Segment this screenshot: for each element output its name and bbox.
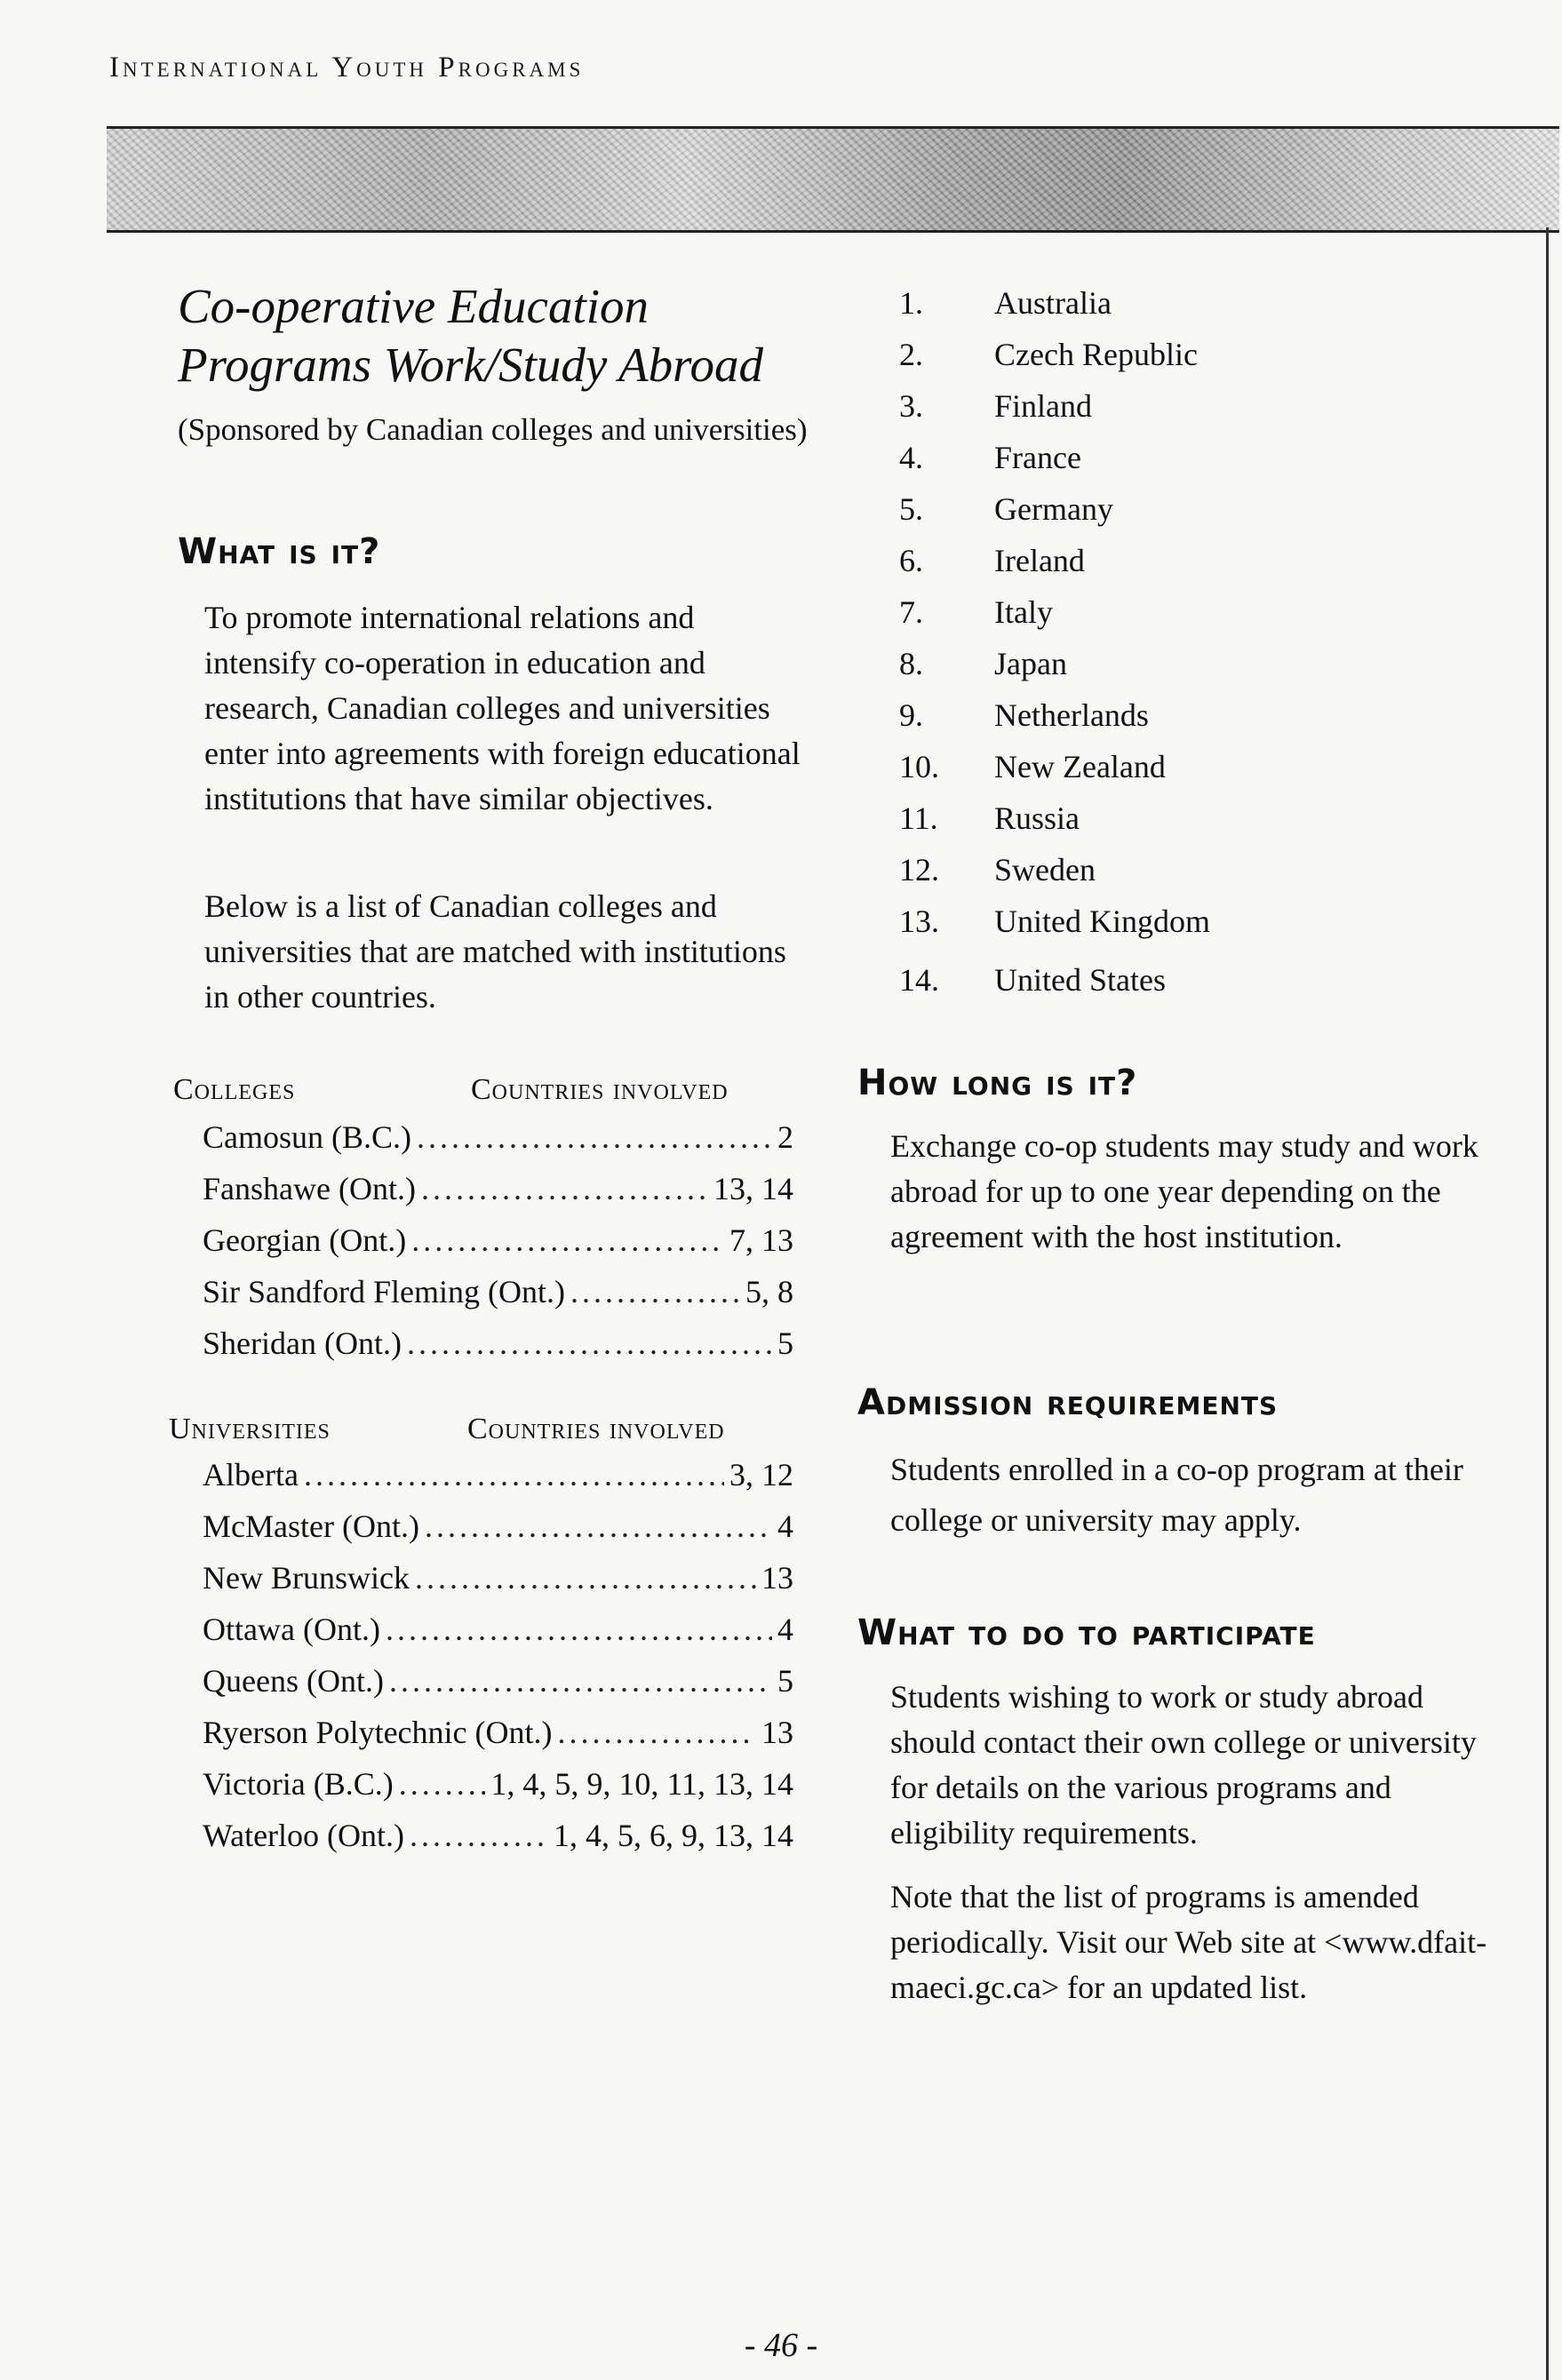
universities-countries: 13: [761, 1560, 793, 1596]
country-name: France: [994, 440, 1081, 475]
universities-row: [203, 1500, 793, 1553]
country-item: [899, 432, 1081, 483]
country-number: 3.: [899, 388, 923, 424]
leader-dots: [386, 1603, 772, 1656]
leader-dots: [570, 1265, 740, 1318]
country-item: [899, 277, 1112, 329]
country-item: [899, 586, 1053, 638]
colleges-row: [203, 1317, 793, 1370]
country-name: Germany: [994, 491, 1113, 527]
what-is-it-paragraph-2: Below is a list of Canadian colleges and universities that are matched with institutions in other countries.: [204, 888, 786, 1015]
admission-heading: Admission requirements: [857, 1382, 1279, 1423]
country-number: 5.: [899, 491, 923, 527]
country-name: Ireland: [994, 543, 1085, 578]
country-item: [899, 895, 1210, 947]
colleges-name: Sir Sandford Fleming (Ont.): [203, 1274, 565, 1309]
country-number: 10.: [899, 749, 939, 784]
universities-row: [203, 1448, 793, 1501]
how-long-text: Exchange co-op students may study and work abroad for up to one year depending on the agreement with the host institution.: [890, 1128, 1478, 1254]
colleges-countries-header: Countries involved: [471, 1073, 729, 1106]
country-number: 1.: [899, 285, 923, 321]
universities-row: [203, 1809, 793, 1862]
country-name: Italy: [994, 594, 1053, 630]
page-title: Co-operative Education Programs Work/Study Abroad: [178, 279, 764, 392]
leader-dots: [399, 1757, 486, 1811]
universities-row: [203, 1757, 793, 1811]
leader-dots: [411, 1214, 724, 1267]
header-banner-image: [107, 126, 1559, 233]
universities-name: New Brunswick: [203, 1560, 410, 1596]
colleges-row: [203, 1162, 793, 1215]
leader-dots: [425, 1500, 772, 1553]
colleges-row: [203, 1110, 793, 1164]
page-number: - 46 -: [744, 2327, 818, 2364]
universities-name: Alberta: [203, 1457, 299, 1492]
leader-dots: [410, 1809, 548, 1862]
country-number: 9.: [899, 697, 923, 733]
universities-row: [203, 1551, 793, 1604]
colleges-countries: 5: [777, 1325, 793, 1361]
country-item: [899, 535, 1085, 586]
country-name: Czech Republic: [994, 337, 1198, 372]
country-name: New Zealand: [994, 749, 1166, 784]
leader-dots: [421, 1162, 708, 1215]
country-name: United Kingdom: [994, 903, 1210, 939]
colleges-header: Colleges: [173, 1073, 296, 1106]
colleges-countries: 7, 13: [729, 1222, 793, 1258]
participate-heading: What to do to participate: [857, 1612, 1316, 1653]
what-is-it-paragraph-1: To promote international relations and intensify co-operation in education and research, Canadian colleges and universities enter into agreements with foreign educational institutions that have similar objectives.: [204, 600, 801, 816]
universities-header: Universities: [169, 1413, 331, 1445]
colleges-countries: 13, 14: [713, 1171, 793, 1206]
country-name: Russia: [994, 800, 1080, 836]
colleges-name: Georgian (Ont.): [203, 1222, 407, 1258]
country-name: Australia: [994, 285, 1112, 321]
participate-paragraph-2: Note that the list of programs is amended periodically. Visit our Web site at <www.dfait-maeci.gc.ca> for an updated list.: [890, 1879, 1487, 2005]
universities-name: Victoria (B.C.): [203, 1766, 394, 1802]
universities-countries: 1, 4, 5, 6, 9, 13, 14: [554, 1818, 793, 1853]
country-number: 14.: [899, 962, 939, 998]
leader-dots: [407, 1317, 772, 1370]
country-item: [899, 689, 1149, 741]
leader-dots: [415, 1551, 756, 1604]
how-long-heading: How long is it?: [857, 1063, 1138, 1103]
country-number: 2.: [899, 337, 923, 372]
universities-name: McMaster (Ont.): [203, 1508, 419, 1544]
country-item: [899, 380, 1092, 432]
universities-countries: 3, 12: [729, 1457, 793, 1492]
country-item: [899, 792, 1080, 844]
colleges-row: [203, 1265, 793, 1318]
universities-row: [203, 1706, 793, 1759]
universities-countries: 4: [777, 1612, 793, 1647]
country-name: Sweden: [994, 852, 1096, 888]
colleges-name: Camosun (B.C.): [203, 1119, 412, 1155]
country-item: [899, 844, 1096, 895]
universities-row: [203, 1654, 793, 1707]
admission-text: Students enrolled in a co-op program at their college or university may apply.: [890, 1452, 1463, 1538]
country-number: 12.: [899, 852, 939, 888]
universities-countries-header: Countries involved: [467, 1413, 725, 1445]
leader-dots: [304, 1448, 724, 1501]
country-item: [899, 329, 1198, 380]
colleges-row: [203, 1214, 793, 1267]
universities-name: Ottawa (Ont.): [203, 1612, 380, 1647]
universities-countries: 13: [761, 1715, 793, 1750]
page-edge-rule: [1546, 227, 1549, 2380]
universities-countries: 4: [777, 1508, 793, 1544]
country-number: 8.: [899, 646, 923, 681]
sponsor-note: (Sponsored by Canadian colleges and universities): [178, 412, 808, 447]
leader-dots: [558, 1706, 757, 1759]
country-item: [899, 483, 1113, 535]
country-item: [899, 954, 1166, 1006]
country-number: 6.: [899, 543, 923, 578]
country-name: United States: [994, 962, 1166, 998]
country-number: 13.: [899, 903, 939, 939]
universities-name: Waterloo (Ont.): [203, 1818, 405, 1853]
leader-dots: [389, 1654, 772, 1707]
universities-name: Queens (Ont.): [203, 1663, 384, 1699]
country-name: Netherlands: [994, 697, 1149, 733]
running-head: International Youth Programs: [109, 52, 585, 84]
participate-paragraph-1: Students wishing to work or study abroad should contact their own college or university for details on the various programs and eligibility requirements.: [890, 1679, 1477, 1851]
what-is-it-heading: What is it?: [178, 531, 381, 572]
colleges-countries: 2: [777, 1119, 793, 1155]
country-number: 11.: [899, 800, 938, 836]
universities-name: Ryerson Polytechnic (Ont.): [203, 1715, 553, 1750]
country-name: Finland: [994, 388, 1093, 424]
universities-countries: 1, 4, 5, 9, 10, 11, 13, 14: [490, 1766, 793, 1802]
country-number: 4.: [899, 440, 923, 475]
colleges-countries: 5, 8: [745, 1274, 793, 1309]
colleges-name: Fanshawe (Ont.): [203, 1171, 416, 1206]
country-item: [899, 741, 1166, 792]
colleges-name: Sheridan (Ont.): [203, 1325, 402, 1361]
country-name: Japan: [994, 646, 1067, 681]
universities-row: [203, 1603, 793, 1656]
country-item: [899, 638, 1067, 689]
country-number: 7.: [899, 594, 923, 630]
leader-dots: [417, 1110, 772, 1164]
universities-countries: 5: [777, 1663, 793, 1699]
